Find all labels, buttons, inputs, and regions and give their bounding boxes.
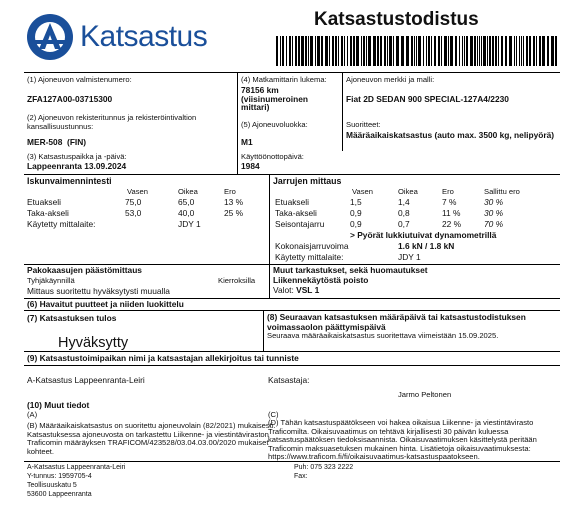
barcode-bar: [373, 36, 376, 66]
barcode-bar: [487, 36, 488, 66]
barcode-bar: [289, 36, 291, 66]
barcode-bar: [305, 36, 307, 66]
barcode-bar: [481, 36, 482, 66]
brakes-row-rear-right: 0,8: [398, 208, 410, 218]
barcode-bar: [301, 36, 304, 66]
barcode-bar: [338, 36, 339, 66]
brakes-col-right: Oikea: [398, 187, 418, 196]
barcode-bar: [448, 36, 449, 66]
misc-d: (D) Tähän katsastuspäätökseen voi hakea oikaisua Liikenne- ja viestintävirasto Traficomilta. Oikaisuvaatimus on tehtävä kirjallisesti 30 päivän kuluessa katsastuspäätöksen tiedoksisaannista. Oikaisuvaatimuksen käsittelystä peritään Traficomin maksuasetuksen mukainen hinta. Lisätietoja oikaisuvaatimuksesta: https://www.traficom.fi/fi/oikaisuvaatimus-katsastuspaatokseen.: [268, 418, 537, 462]
barcode-bar: [542, 36, 545, 66]
barcode-bar: [526, 36, 528, 66]
barcode-bar: [529, 36, 531, 66]
barcode-bar: [286, 36, 287, 66]
barcode-bar: [276, 36, 278, 66]
katsastus-logo: [26, 13, 216, 61]
footer-ytunnus: Y-tunnus: 1959705-4: [27, 473, 92, 480]
barcode-bar: [380, 36, 382, 66]
barcode-bar: [536, 36, 537, 66]
barcode-bar: [416, 36, 417, 66]
barcode-bar: [317, 36, 320, 66]
barcode-bar: [298, 36, 300, 66]
document-title: Katsastustodistus: [314, 9, 479, 30]
faults-bottom-divider: [24, 310, 560, 311]
misc-bottom-divider: [24, 461, 560, 462]
barcode-bar: [492, 36, 494, 66]
result-title: (7) Katsastuksen tulos: [27, 313, 117, 323]
faults-title: (6) Havaitut puutteet ja niiden luokittelu: [27, 299, 184, 309]
brakes-row-rear-diff: 11 %: [442, 208, 461, 218]
emissions-idle: Tyhjäkäynnillä: [27, 276, 75, 285]
brakes-title: Jarrujen mittaus: [273, 176, 342, 186]
barcode-bar: [514, 36, 515, 66]
brakes-row-front-diff: 7 %: [442, 197, 457, 207]
footer-fax: Fax:: [294, 473, 308, 480]
footer-postal: 53600 Lappeenranta: [27, 491, 92, 498]
col-divider-4: [263, 311, 264, 351]
footer-street: Teollisuuskatu 5: [27, 482, 77, 489]
shock-device-label: Käytetty mittalaite:: [27, 219, 96, 229]
barcode-bar: [539, 36, 541, 66]
footer-phone: Puh: 075 323 2222: [294, 464, 354, 471]
make-label: Ajoneuvon merkki ja malli:: [346, 75, 435, 84]
barcode-bar: [406, 36, 409, 66]
other-lights-value: VSL 1: [296, 285, 320, 295]
misc-a: (A): [27, 410, 38, 419]
barcode-bar: [438, 36, 440, 66]
shock-row-front-diff: 13 %: [224, 197, 244, 207]
barcode-bar: [292, 36, 293, 66]
barcode-bar: [462, 36, 463, 66]
shock-row-front-left: 75,0: [125, 197, 142, 207]
barcode-bar: [414, 36, 415, 66]
station-title-divider: [24, 365, 560, 366]
brakes-row-rear-allowed: 30 %: [484, 208, 504, 218]
shock-row-front-label: Etuakseli: [27, 197, 61, 207]
brakes-col-allowed: Sallittu ero: [484, 187, 520, 196]
barcode-bar: [401, 36, 404, 66]
barcode-bar: [477, 36, 478, 66]
shock-col-diff: Ero: [224, 187, 236, 196]
barcode-bar: [495, 36, 497, 66]
barcode-bar: [426, 36, 427, 66]
vin-value: ZFA127A00-03715300: [27, 94, 113, 104]
barcode-bar: [341, 36, 343, 66]
barcode-bar: [353, 36, 355, 66]
barcode-bar: [325, 36, 328, 66]
place-value: Lappeenranta 13.09.2024: [27, 161, 127, 171]
class-label: (5) Ajoneuvoluokka:: [241, 120, 308, 129]
odo-value: 78156 km (viisinumeroinen mittari): [241, 85, 309, 113]
barcode-bar: [315, 36, 316, 66]
shock-row-rear-right: 40,0: [178, 208, 195, 218]
barcode-bar: [479, 36, 480, 66]
brakes-row-front-label: Etuakseli: [275, 197, 309, 207]
barcode-bar: [483, 36, 486, 66]
barcode-bar: [509, 36, 512, 66]
shock-device-value: JDY 1: [178, 219, 201, 229]
brakes-row-parking-label: Seisontajarru: [275, 219, 325, 229]
other-lights: [273, 286, 319, 296]
done-label: Suoritteet:: [346, 120, 381, 129]
barcode: [276, 36, 560, 66]
vin-label: (1) Ajoneuvon valmistenumero:: [27, 75, 132, 84]
katsastus-logo-icon: [26, 13, 74, 61]
shock-title: Iskunvaimennintesti: [27, 176, 112, 186]
barcode-bar: [363, 36, 365, 66]
barcode-bar: [533, 36, 535, 66]
barcode-bar: [282, 36, 284, 66]
emissions-rpm: Kierroksilla: [218, 276, 256, 285]
other-title: Muut tarkastukset, sekä huomautukset: [273, 265, 428, 275]
result-value: Hyväksytty: [58, 335, 129, 351]
barcode-bar: [466, 36, 468, 66]
brakes-row-front-left: 1,5: [350, 197, 362, 207]
barcode-bar: [344, 36, 345, 66]
shock-col-right: Oikea: [178, 187, 198, 196]
col-divider-2: [342, 73, 343, 151]
barcode-bar: [428, 36, 430, 66]
barcode-bar: [411, 36, 413, 66]
barcode-bar: [474, 36, 476, 66]
barcode-bar: [498, 36, 499, 66]
misc-title: (10) Muut tiedot: [27, 400, 90, 410]
result-bottom-divider: [24, 351, 560, 352]
barcode-bar: [396, 36, 399, 66]
footer-company: A-Katsastus Lappeenranta-Leiri: [27, 464, 126, 471]
barcode-bar: [366, 36, 367, 66]
brakes-row-parking-allowed: 70 %: [484, 219, 504, 229]
vehicle-bottom-divider: [24, 174, 560, 175]
barcode-bar: [295, 36, 297, 66]
barcode-bar: [384, 36, 386, 66]
done-value: Määräaikaiskatsastus (auto max. 3500 kg, nelipyörä): [346, 130, 555, 140]
brakes-row-parking-right: 0,7: [398, 219, 410, 229]
logo-text: Katsastus: [80, 20, 208, 53]
barcode-bar: [444, 36, 447, 66]
col-divider-1: [237, 73, 238, 174]
barcode-bar: [280, 36, 281, 66]
brakes-col-left: Vasen: [352, 187, 373, 196]
brakes-row-parking-diff: 22 %: [442, 219, 462, 229]
shock-col-left: Vasen: [127, 187, 148, 196]
inspector-label: Katsastaja:: [268, 375, 310, 385]
brakes-row-front-right: 1,4: [398, 197, 410, 207]
barcode-bar: [418, 36, 421, 66]
barcode-bar: [450, 36, 453, 66]
barcode-bar: [347, 36, 348, 66]
barcode-bar: [308, 36, 309, 66]
shock-row-rear-left: 53,0: [125, 208, 142, 218]
barcode-bar: [356, 36, 359, 66]
top-divider: [24, 72, 560, 73]
shock-row-front-right: 65,0: [178, 197, 195, 207]
barcode-bar: [393, 36, 394, 66]
barcode-bar: [377, 36, 379, 66]
barcode-bar: [329, 36, 330, 66]
reg-label: (2) Ajoneuvon rekisteritunnus ja rekisteröintivaltion kansallisuustunnus:: [27, 113, 197, 131]
brakes-device-label: Käytetty mittalaite:: [275, 252, 344, 262]
emissions-title: Pakokaasujen päästömittaus: [27, 265, 142, 275]
brakes-row-parking-left: 0,9: [350, 219, 362, 229]
odo-label: (4) Matkamittarin lukema:: [241, 75, 327, 84]
barcode-bar: [389, 36, 392, 66]
shock-row-rear-diff: 25 %: [224, 208, 244, 218]
intro-label: Käyttöönottopäivä:: [241, 152, 304, 161]
barcode-bar: [551, 36, 554, 66]
station-name: A-Katsastus Lappeenranta-Leiri: [27, 375, 145, 385]
barcode-bar: [501, 36, 503, 66]
brakes-row-front-allowed: 30 %: [484, 197, 504, 207]
barcode-bar: [519, 36, 520, 66]
next-title: (8) Seuraavan katsastuksen määräpäivä tai katsastustodistuksen voimassaolon päättymispäivä: [267, 312, 526, 332]
other-line1: Liikennekäytöstä poisto: [273, 275, 369, 285]
barcode-bar: [555, 36, 557, 66]
inspector-name: Jarmo Peltonen: [398, 390, 452, 399]
barcode-bar: [505, 36, 507, 66]
barcode-bar: [335, 36, 337, 66]
barcode-bar: [455, 36, 457, 66]
barcode-bar: [368, 36, 371, 66]
brakes-lock-note: > Pyörät lukkiutuivat dynamometrillä: [350, 230, 497, 240]
brakes-device-value: JDY 1: [398, 252, 421, 262]
barcode-bar: [523, 36, 524, 66]
station-title: (9) Katsastustoimipaikan nimi ja katsastajan allekirjoitus tai tunniste: [27, 353, 299, 363]
other-lights-label: Valot:: [273, 285, 294, 295]
misc-c: (C): [268, 410, 279, 419]
reg-value: MER-508 (FIN): [27, 137, 87, 147]
barcode-bar: [423, 36, 424, 66]
brakes-row-rear-left: 0,9: [350, 208, 362, 218]
place-label: (3) Katsastuspaikka ja -päivä:: [27, 152, 127, 161]
barcode-bar: [332, 36, 334, 66]
col-divider-3: [269, 175, 270, 298]
barcode-bar: [310, 36, 313, 66]
shock-row-rear-label: Taka-akseli: [27, 208, 69, 218]
brakes-col-diff: Ero: [442, 187, 454, 196]
brakes-total-value: 1.6 kN / 1.8 kN: [398, 241, 455, 251]
barcode-bar: [464, 36, 465, 66]
barcode-bar: [516, 36, 517, 66]
barcode-bar: [489, 36, 491, 66]
barcode-bar: [441, 36, 442, 66]
barcode-bar: [361, 36, 362, 66]
make-value: Fiat 2D SEDAN 900 SPECIAL-127A4/2230: [346, 94, 509, 104]
barcode-bar: [459, 36, 460, 66]
next-text: Seuraava määräaikaiskatsastus suoritettava viimeistään 15.09.2025.: [267, 331, 499, 340]
brakes-total-label: Kokonaisjarruvoima: [275, 241, 349, 251]
barcode-bar: [350, 36, 352, 66]
barcode-bar: [387, 36, 388, 66]
emissions-note: Mittaus suoritettu hyväksytysti muualla: [27, 286, 170, 296]
barcode-bar: [547, 36, 549, 66]
class-value: M1: [241, 137, 253, 147]
barcode-bar: [431, 36, 432, 66]
brakes-row-rear-label: Taka-akseli: [275, 208, 317, 218]
intro-value: 1984: [241, 161, 260, 171]
barcode-bar: [521, 36, 522, 66]
barcode-bar: [434, 36, 436, 66]
misc-b: (B) Määräaikaiskatsastus on suoritettu ajoneuvolain (82/2021) mukaisesti. Katsastuksessa ajoneuvosta on tarkastettu Liikenne- ja viestintäviraston Traficomin määräyksen TRAFICOM/423528/03.04.03.00/2020 mukaiset kohteet.: [27, 421, 276, 456]
barcode-bar: [470, 36, 473, 66]
barcode-bar: [321, 36, 323, 66]
